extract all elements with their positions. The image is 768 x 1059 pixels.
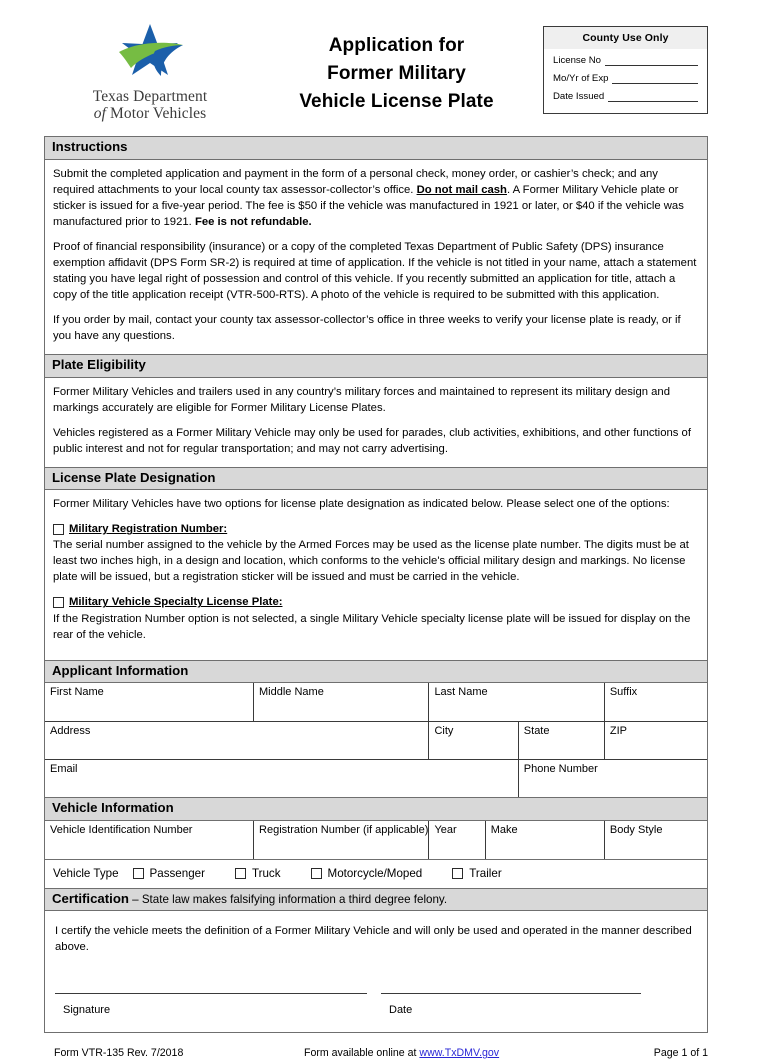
checkbox-passenger[interactable]: [133, 868, 144, 879]
logo-line-2-italic: of: [93, 105, 106, 123]
designation-option-1: [53, 521, 699, 585]
vehicle-type-trailer-label: Trailer: [469, 866, 502, 880]
footer-page-number: Page 1 of 1: [653, 1047, 708, 1059]
designation-intro: Former Military Vehicles have two options for license plate designation as indicated below. Please select one of the options:: [53, 498, 670, 511]
section-header-certification: [45, 888, 707, 912]
title-line-3: Vehicle License Plate: [299, 91, 494, 113]
section-header-instructions: Instructions: [45, 137, 707, 160]
write-in-line[interactable]: [605, 56, 698, 66]
checkbox-trailer[interactable]: [452, 868, 463, 879]
section-header-applicant-information: Applicant Information: [45, 660, 707, 684]
option-1-description: The serial number assigned to the vehicle by the Armed Forces may be used as the license plate number. The digits must be at least two inches high, in a design and location, which conforms to the vehicle's official military design and markings. No license plate will be issued, but a registration sticker will be issued and must be carried in the vehicle.: [53, 539, 689, 584]
signature-caption: Signature: [63, 1003, 111, 1016]
field-address[interactable]: Address: [45, 721, 429, 759]
vehicle-type-passenger-label: Passenger: [149, 866, 205, 880]
county-field-label: Date Issued: [553, 91, 605, 102]
county-field-license-no[interactable]: [553, 55, 698, 66]
page-title: [254, 32, 539, 116]
signature-line[interactable]: [55, 992, 367, 994]
footer-availability-prefix: Form available online at: [304, 1047, 420, 1059]
county-use-only-title: County Use Only: [544, 27, 707, 49]
document-header: [44, 18, 708, 136]
logo-line-1: Texas Department: [92, 88, 208, 105]
form-page: [0, 18, 768, 1059]
txdmv-star-icon: [107, 22, 193, 86]
instructions-p1-part-b: . A Former Military Vehicle plate or sticker is issued for a five-year period. The fee is $50 if the vehicle was manufactured in 1921 or later, or $40 if the vehicle was manufactured prior to 1921.: [53, 183, 684, 228]
option-2-label: Military Vehicle Specialty License Plate:: [69, 596, 283, 609]
section-header-vehicle-information: Vehicle Information: [45, 797, 707, 821]
logo-line-2-rest: Motor Vehicles: [109, 105, 207, 123]
field-zip[interactable]: ZIP: [604, 721, 707, 759]
option-1-label-row[interactable]: [53, 521, 699, 537]
do-not-mail-cash-emphasis: Do not mail cash: [416, 183, 507, 196]
field-registration-number[interactable]: Registration Number (if applicable): [254, 821, 429, 859]
page-footer: [44, 1047, 708, 1059]
field-first-name[interactable]: First Name: [45, 683, 254, 721]
date-line[interactable]: [381, 992, 641, 994]
table-row: [45, 821, 707, 859]
county-field-date-issued[interactable]: [553, 91, 698, 102]
table-row: [45, 759, 707, 797]
vehicle-information-table-wrap: [45, 821, 707, 859]
field-vehicle-identification-number[interactable]: Vehicle Identification Number: [45, 821, 254, 859]
field-body-style[interactable]: Body Style: [604, 821, 707, 859]
write-in-line[interactable]: [608, 92, 698, 102]
table-row: [45, 683, 707, 721]
option-1-label: Military Registration Number:: [69, 523, 228, 536]
date-column: [371, 992, 697, 1019]
section-header-plate-eligibility: Plate Eligibility: [45, 354, 707, 378]
footer-form-id: Form VTR-135 Rev. 7/2018: [54, 1047, 184, 1059]
title-line-2: Former Military: [327, 63, 466, 85]
certification-statement: I certify the vehicle meets the definition of a Former Military Vehicle and will only be used and operated in the manner described above.: [55, 925, 692, 954]
section-body-plate-eligibility: [45, 378, 707, 467]
write-in-line[interactable]: [612, 74, 698, 84]
instructions-paragraph-2: Proof of financial responsibility (insurance) or a copy of the completed Texas Department of Public Safety (DPS) insurance exemption affidavit (DPS Form SR-2) is required at time of application. If the vehicle is not titled in your name, attach a statement stating you have legal right of possession and control of this vehicle. If you recently submitted an application for title, attach a copy of the title application receipt (VTR-500-RTS). A photo of the vehicle is required to be submitted with this application.: [53, 240, 697, 301]
field-email[interactable]: Email: [45, 759, 518, 797]
vehicle-type-trailer[interactable]: [452, 867, 501, 880]
vehicle-type-row: [45, 859, 707, 888]
vehicle-type-passenger[interactable]: [133, 867, 205, 880]
county-use-only-box: [543, 26, 708, 114]
footer-availability: [304, 1047, 654, 1059]
vehicle-information-table: [45, 821, 707, 859]
field-middle-name[interactable]: Middle Name: [254, 683, 429, 721]
option-2-description: If the Registration Number option is not selected, a single Military Vehicle specialty license plate will be issued for display on the rear of the vehicle.: [53, 612, 691, 641]
date-caption: Date: [389, 1003, 413, 1016]
checkbox-military-registration-number[interactable]: [53, 524, 64, 535]
vehicle-type-truck-label: Truck: [251, 866, 281, 880]
certification-heading-bold: Certification: [52, 890, 129, 906]
fee-not-refundable-emphasis: Fee is not refundable.: [194, 215, 312, 228]
instructions-paragraph-1: [53, 166, 699, 230]
vehicle-type-motorcycle-moped-label: Motorcycle/Moped: [327, 866, 423, 880]
table-row: [45, 721, 707, 759]
field-year[interactable]: Year: [429, 821, 485, 859]
county-field-label: License No: [553, 55, 601, 66]
field-state[interactable]: State: [518, 721, 604, 759]
signature-column: [55, 992, 371, 1019]
certification-heading-rest: – State law makes falsifying information a third degree felony.: [128, 892, 448, 906]
checkbox-military-vehicle-specialty-plate[interactable]: [53, 597, 64, 608]
vehicle-type-truck[interactable]: [235, 867, 281, 880]
checkbox-truck[interactable]: [235, 868, 246, 879]
txdmv-wordmark: [66, 88, 234, 123]
applicant-information-table-wrap: [45, 683, 707, 797]
form-body-frame: [44, 136, 708, 1033]
section-body-designation: [45, 490, 707, 659]
checkbox-motorcycle-moped[interactable]: [311, 868, 322, 879]
eligibility-paragraph-1: Former Military Vehicles and trailers used in any country’s military forces and maintained to represent its military design and markings accurately are eligible for Former Military License Plates.: [53, 385, 670, 414]
section-header-license-plate-designation: License Plate Designation: [45, 467, 707, 491]
county-use-only-fields: [544, 49, 707, 113]
county-field-label: Mo/Yr of Exp: [553, 73, 609, 84]
field-city[interactable]: City: [429, 721, 518, 759]
county-field-mo-yr-exp[interactable]: [553, 73, 698, 84]
field-last-name[interactable]: Last Name: [429, 683, 604, 721]
field-suffix[interactable]: Suffix: [604, 683, 707, 721]
txdmv-logo: [66, 22, 234, 123]
signature-area: [55, 992, 697, 1023]
option-2-label-row[interactable]: [53, 594, 699, 610]
designation-option-2: [53, 594, 699, 642]
instructions-p1-part-a: Submit the completed application and payment in the form of a personal check, money order, or cashier’s check; and any required attachments to your local county tax assessor-collector’s office.: [53, 167, 658, 196]
vehicle-type-label: Vehicle Type: [53, 866, 119, 880]
field-phone-number[interactable]: Phone Number: [518, 759, 707, 797]
txdmv-website-link[interactable]: www.TxDMV.gov: [419, 1047, 500, 1059]
field-make[interactable]: Make: [485, 821, 604, 859]
vehicle-type-motorcycle-moped[interactable]: [311, 867, 423, 880]
eligibility-paragraph-2: Vehicles registered as a Former Military Vehicle may only be used for parades, club activities, exhibitions, and other functions of public interest and not for regular transportation; and may not carry advertising.: [53, 426, 691, 455]
section-body-instructions: [45, 160, 707, 354]
section-body-certification: [45, 911, 707, 1032]
title-line-1: Application for: [328, 35, 465, 56]
instructions-paragraph-3: If you order by mail, contact your county tax assessor-collector’s office in three weeks to verify your license plate is ready, or if you have any questions.: [53, 313, 681, 342]
applicant-information-table: [45, 683, 707, 797]
